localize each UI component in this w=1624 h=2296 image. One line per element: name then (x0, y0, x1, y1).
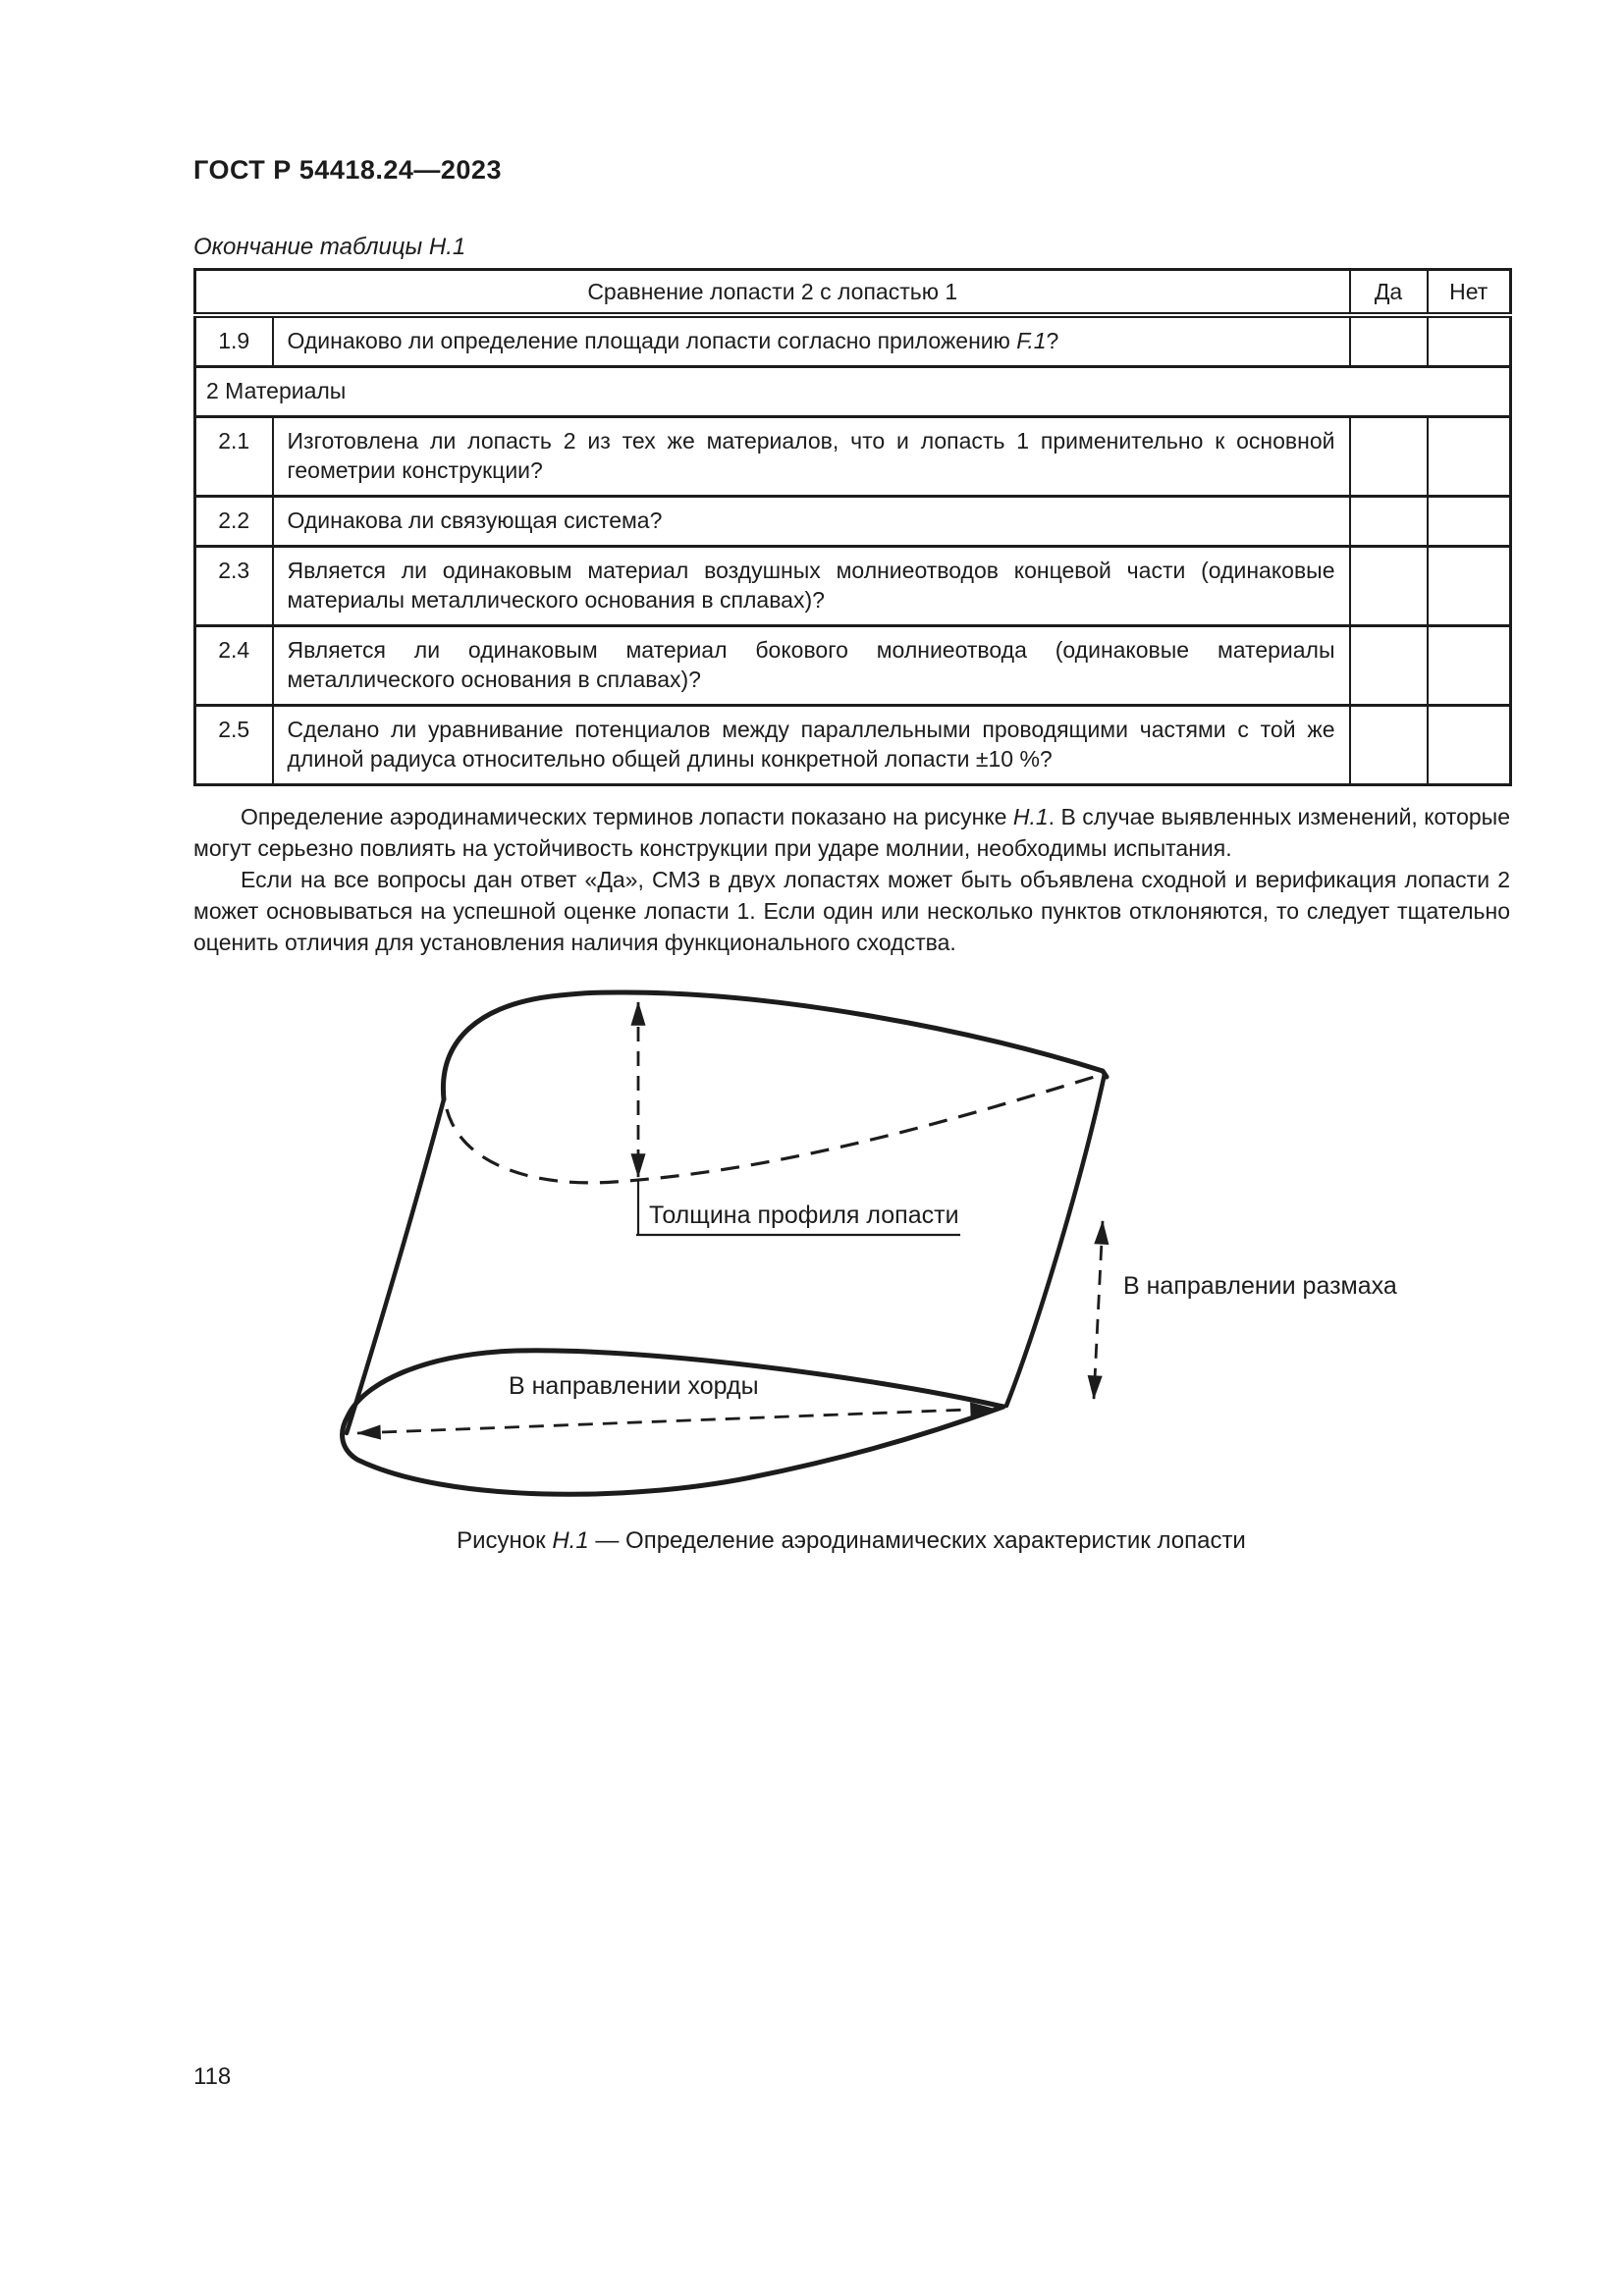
row-question (273, 417, 1350, 497)
italic-text-run: Н.1 (1012, 804, 1049, 829)
row-question (273, 547, 1350, 626)
yes-cell (1350, 547, 1428, 626)
row-number: 2.4 (195, 626, 273, 706)
chord-label: В направлении хорды (509, 1372, 759, 1400)
text-run: Если на все вопросы дан ответ «Да», СМЗ в двух лопастях может быть объявлена сходной и верификация лопасти 2 может основываться на успешной оценке лопасти 1. Если один или несколько пунктов отклоняются, то следует тщательно оценить отличия для установления наличия функционального сходства. (193, 867, 1510, 955)
text-run: Является ли одинаковым материал воздушных молниеотводов концевой части (одинаковые материалы металлического основания в сплавах)? (287, 558, 1335, 613)
row-number: 2.3 (195, 547, 273, 626)
text-run: ? (1046, 328, 1059, 353)
table-row (195, 626, 1511, 706)
section-title (195, 367, 1511, 417)
table-row (195, 315, 1511, 367)
row-question (273, 315, 1350, 367)
yes-cell (1350, 315, 1428, 367)
row-question (273, 706, 1350, 785)
yes-cell (1350, 497, 1428, 547)
no-cell (1428, 315, 1511, 367)
blade-figure (324, 970, 1404, 1508)
table-header-row (195, 270, 1511, 316)
text-run: Одинаково ли определение площади лопасти согласно приложению (287, 328, 1017, 353)
no-cell (1428, 417, 1511, 497)
text-run: Одинакова ли связующая система? (287, 507, 663, 533)
row-question (273, 497, 1350, 547)
thickness-label: Толщина профиля лопасти (649, 1201, 959, 1229)
no-cell (1428, 626, 1511, 706)
top-airfoil-hidden-edge (447, 1075, 1101, 1183)
row-number: 2.1 (195, 417, 273, 497)
row-number: 1.9 (195, 315, 273, 367)
blade-left-edge (347, 1099, 444, 1433)
paragraph (193, 801, 1510, 864)
blade-right-edge (1006, 1074, 1105, 1406)
text-run: Определение аэродинамических терминов лопасти показано на рисунке (241, 804, 1013, 829)
yes-header-cell: Да (1350, 270, 1428, 316)
table-row (195, 417, 1511, 497)
italic-text-run: Н.1 (552, 1527, 589, 1554)
chord-dimension-arrow (357, 1409, 994, 1433)
text-run: Является ли одинаковым материал бокового молниеотвода (одинаковые материалы металлического основания в сплавах)? (287, 637, 1335, 692)
yes-cell (1350, 706, 1428, 785)
text-run: — Определение аэродинамических характеристик лопасти (588, 1527, 1246, 1554)
page-number: 118 (193, 2063, 232, 2090)
no-cell (1428, 547, 1511, 626)
italic-text-run: F.1 (1016, 328, 1047, 353)
paragraph (193, 864, 1510, 958)
span-dimension-arrow (1094, 1221, 1103, 1399)
text-run: 2 Материалы (206, 378, 347, 403)
row-number: 2.5 (195, 706, 273, 785)
comparison-header-cell: Сравнение лопасти 2 с лопастью 1 (195, 270, 1350, 316)
table-row (195, 706, 1511, 785)
table-section-row (195, 367, 1511, 417)
table-continuation-note: Окончание таблицы Н.1 (193, 234, 466, 260)
no-cell (1428, 706, 1511, 785)
standard-code-header: ГОСТ Р 54418.24—2023 (193, 155, 502, 185)
top-airfoil-outline (443, 992, 1107, 1099)
figure-caption (193, 1527, 1509, 1555)
yes-cell (1350, 417, 1428, 497)
row-question (273, 626, 1350, 706)
table-row (195, 497, 1511, 547)
text-run: Рисунок (457, 1527, 553, 1554)
blade-comparison-table (193, 268, 1512, 786)
body-text (193, 801, 1510, 958)
text-run: Изготовлена ли лопасть 2 из тех же материалов, что и лопасть 1 применительно к основной геометрии конструкции? (287, 428, 1335, 483)
no-cell (1428, 497, 1511, 547)
yes-cell (1350, 626, 1428, 706)
table-row (195, 547, 1511, 626)
row-number: 2.2 (195, 497, 273, 547)
text-run: Сделано ли уравнивание потенциалов между параллельными проводящими частями с той же длиной радиуса относительно общей длины конкретной лопасти ±10 %? (287, 717, 1335, 772)
span-label: В направлении размаха (1123, 1272, 1397, 1300)
no-header-cell: Нет (1428, 270, 1511, 316)
text-run: . В случае выявленных изменений, которые могут серьезно повлиять на устойчивость конструкции при ударе молнии, необходимы испытания. (193, 804, 1510, 861)
